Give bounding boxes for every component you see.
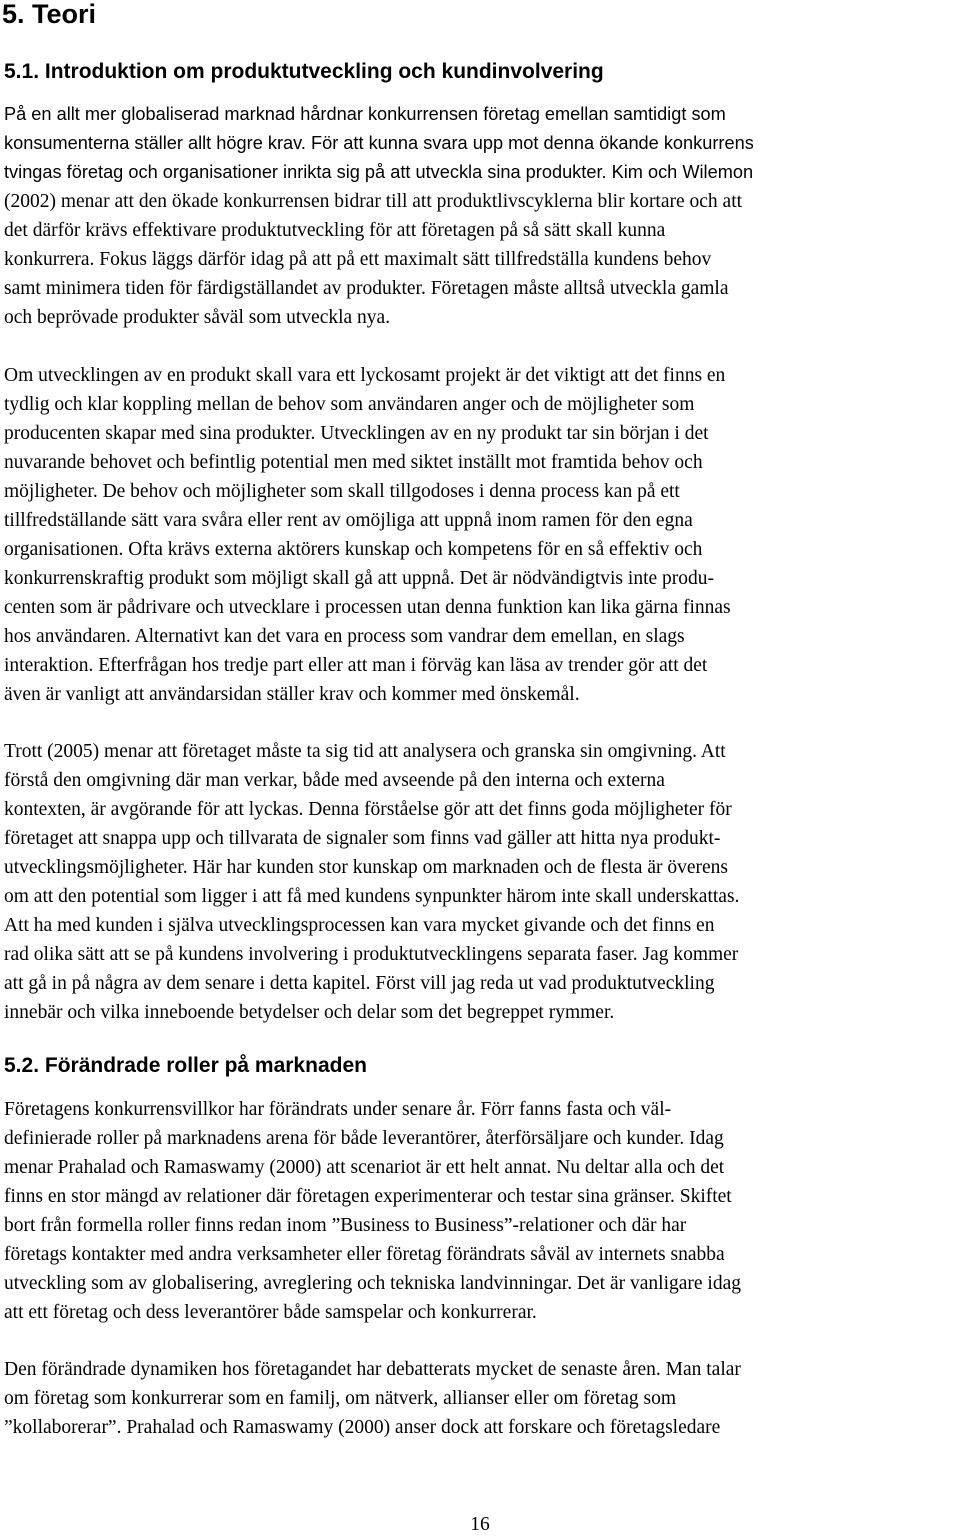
text-line: nuvarande behovet och befintlig potential men med siktet inställt mot framtida behov och (4, 452, 703, 473)
text-line: menar Prahalad och Ramaswamy (2000) att scenariot är ett helt annat. Nu deltar alla och det (4, 1157, 725, 1178)
text-line: Trott (2005) menar att företaget måste ta sig tid att analysera och granska sin omgivning. Att (4, 741, 726, 762)
text-line: organisationen. Ofta krävs externa aktörers kunskap och kompetens för en så effektiv och (4, 539, 703, 560)
text-line: konkurrenskraftig produkt som möjligt skall gå att uppnå. Det är nödvändigtvis inte produ- (4, 568, 714, 589)
text-line: även är vanligt att användarsidan ställer krav och kommer med önskemål. (4, 684, 580, 705)
paragraph (4, 100, 960, 332)
text-line: att ett företag och dess leverantörer både samspelar och konkurrerar. (4, 1302, 537, 1323)
text-line: tvingas företag och organisationer inrikta sig på att utveckla sina produkter. Kim och Wilemon (4, 162, 754, 182)
text-line: företaget att snappa upp och tillvarata de signaler som finns vad gäller att hitta nya produkt- (4, 828, 721, 849)
text-line: Att ha med kunden i själva utvecklingsprocessen kan vara mycket givande och det finns en (4, 915, 715, 936)
text-line: och beprövade produkter såväl som utveckla nya. (4, 307, 391, 328)
text-line: producenten skapar med sina produkter. Utvecklingen av en ny produkt tar sin början i det (4, 423, 709, 444)
paragraph (4, 737, 960, 1027)
text-line: förstå den omgivning där man verkar, både med avseende på den interna och externa (4, 770, 665, 791)
text-line: kontexten, är avgörande för att lyckas. Denna förståelse gör att det finns goda möjligheter för (4, 799, 732, 820)
text-line: interaktion. Efterfrågan hos tredje part eller att man i förväg kan läsa av trender gör att det (4, 655, 708, 676)
text-line: Den förändrade dynamiken hos företagandet har debatterats mycket de senaste åren. Man talar (4, 1359, 741, 1380)
text-line: möjligheter. De behov och möjligheter som skall tillgodoses i denna process kan på ett (4, 481, 680, 502)
text-line: om att den potential som ligger i att få med kundens synpunkter härom inte skall underskattas. (4, 886, 740, 907)
text-line: Om utvecklingen av en produkt skall vara ett lyckosamt projekt är det viktigt att det finns en (4, 365, 726, 386)
text-line: hos användaren. Alternativt kan det vara en process som vandrar dem emellan, en slags (4, 626, 685, 647)
paragraph (4, 1355, 960, 1442)
text-line: utvecklingsmöjligheter. Här har kunden stor kunskap om marknaden och de flesta är överens (4, 857, 728, 878)
text-line: att gå in på några av dem senare i detta kapitel. Först vill jag reda ut vad produktutveckling (4, 973, 715, 994)
text-line: finns en stor mängd av relationer där företagen experimenterar och testar sina gränser. Skiftet (4, 1186, 732, 1207)
text-line: samt minimera tiden för färdigställandet av produkter. Företagen måste alltså utveckla gamla (4, 278, 729, 299)
text-line: definierade roller på marknadens arena för både leverantörer, återförsäljare och kunder. Idag (4, 1128, 724, 1149)
text-line: centen som är pådrivare och utvecklare i processen utan denna funktion kan lika gärna finnas (4, 597, 731, 618)
text-line: innebär och vilka inneboende betydelser och delar som det begreppet rymmer. (4, 1002, 615, 1023)
text-line: företags kontakter med andra verksamheter eller företag förändrats såväl av internets snabba (4, 1244, 725, 1265)
section-heading-5-1: 5.1. Introduktion om produktutveckling och kundinvolvering (4, 60, 604, 83)
text-line: konkurrera. Fokus läggs därför idag på att på ett maximalt sätt tillfredställa kundens behov (4, 249, 712, 270)
paragraph (4, 361, 960, 709)
text-line: bort från formella roller finns redan inom ”Business to Business”-relationer och där har (4, 1215, 687, 1236)
text-line: det därför krävs effektivare produktutveckling för att företagen på så sätt skall kunna (4, 220, 666, 241)
text-line: tydlig och klar koppling mellan de behov som användaren anger och de möjligheter som (4, 394, 695, 415)
chapter-heading: 5. Teori (2, 0, 97, 29)
text-line: rad olika sätt att se på kundens involvering i produktutvecklingens separata faser. Jag kommer (4, 944, 739, 965)
text-line: ”kollaborerar”. Prahalad och Ramaswamy (2000) anser dock att forskare och företagsledare (4, 1417, 721, 1438)
page-number: 16 (470, 1514, 490, 1535)
text-line: tillfredställande sätt vara svåra eller rent av omöjliga att uppnå inom ramen för den egna (4, 510, 693, 531)
section-heading-5-2: 5.2. Förändrade roller på marknaden (4, 1054, 367, 1077)
text-line: Företagens konkurrensvillkor har förändrats under senare år. Förr fanns fasta och väl- (4, 1099, 672, 1120)
paragraph (4, 1095, 960, 1327)
text-line: (2002) menar att den ökade konkurrensen bidrar till att produktlivscyklerna blir kortare och att (4, 191, 743, 212)
text-line: om företag som konkurrerar som en familj, om nätverk, allianser eller om företag som (4, 1388, 676, 1409)
text-line: På en allt mer globaliserad marknad hårdnar konkurrensen företag emellan samtidigt som (4, 104, 726, 124)
text-line: utveckling som av globalisering, avreglering och tekniska landvinningar. Det är vanligare idag (4, 1273, 741, 1294)
text-line: konsumenterna ställer allt högre krav. För att kunna svara upp mot denna ökande konkurrens (4, 133, 754, 153)
